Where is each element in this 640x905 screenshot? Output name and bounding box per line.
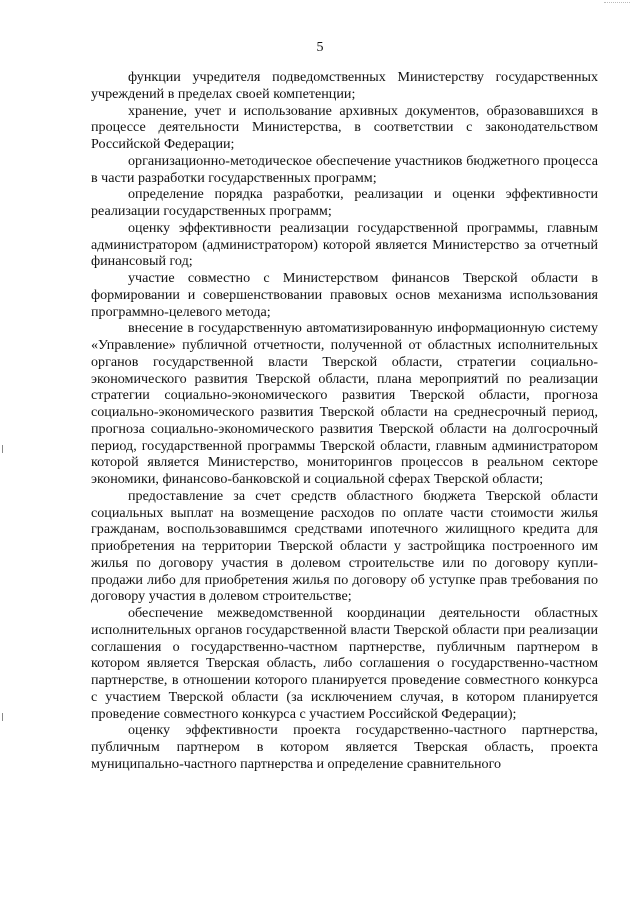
page-number: 5	[316, 40, 324, 55]
list-item: функции учредителя подведомственных Министерству государственных учреждений в пределах своей компетенции;	[91, 69, 598, 102]
list-item: участие совместно с Министерством финансов Тверской области в формировании и совершенствовании правовых основ механизма использования программно-целевого метода;	[91, 270, 598, 320]
scan-margin-mark	[2, 713, 3, 721]
scan-margin-mark	[2, 445, 3, 453]
list-item: внесение в государственную автоматизированную информационную систему «Управление» публичной отчетности, полученной от областных исполнительных органов государственной власти Тверской области, стратегии социально-экономического развития Тверской области, плана мероприятий по реализации стратегии социально-экономического развития Тверской области, прогноза социально-экономического развития Тверской области на среднесрочный период, прогноза социально-экономического развития Тверской области на долгосрочный период, государственной программы Тверской области, главным администратором которой является Министерство, мониторингов процессов в реальном секторе экономики, финансово-банковской и социальной сферах Тверской области;	[91, 320, 598, 487]
scan-corner-mark	[604, 2, 630, 5]
list-item: предоставление за счет средств областного бюджета Тверской области социальных выплат на возмещение расходов по оплате части стоимости жилья гражданам, воспользовавшимся средствами ипотечного жилищного кредита для приобретения на территории Тверской области у застройщика построенного им жилья по договору участия в долевом строительстве или по договору купли-продажи либо для приобретения жилья по договору об уступке прав требования по договору участия в долевом строительстве;	[91, 487, 598, 605]
document-body	[91, 69, 598, 773]
list-item: хранение, учет и использование архивных документов, образовавшихся в процессе деятельности Министерства, в соответствии с законодательством Российской Федерации;	[91, 102, 598, 152]
list-item: определение порядка разработки, реализации и оценки эффективности реализации государственных программ;	[91, 186, 598, 219]
list-item: оценку эффективности реализации государственной программы, главным администратором (администратором) которой является Министерство за отчетный финансовый год;	[91, 219, 598, 270]
list-item: организационно-методическое обеспечение участников бюджетного процесса в части разработки государственных программ;	[91, 152, 598, 186]
list-item: оценку эффективности проекта государственно-частного партнерства, публичным партнером в котором является Тверская область, проекта муниципально-частного партнерства и определение сравнительного	[91, 722, 598, 772]
list-item: обеспечение межведомственной координации деятельности областных исполнительных органов государственной власти Тверской области при реализации соглашения о государственно-частном партнерстве, публичным партнером в котором является Тверская область, либо соглашения о государственно-частном партнерстве, в отношении которого планируется проведение совместного конкурса с участием Тверской области (за исключением случая, в котором планируется проведение совместного конкурса с участием Российской Федерации);	[91, 605, 598, 722]
